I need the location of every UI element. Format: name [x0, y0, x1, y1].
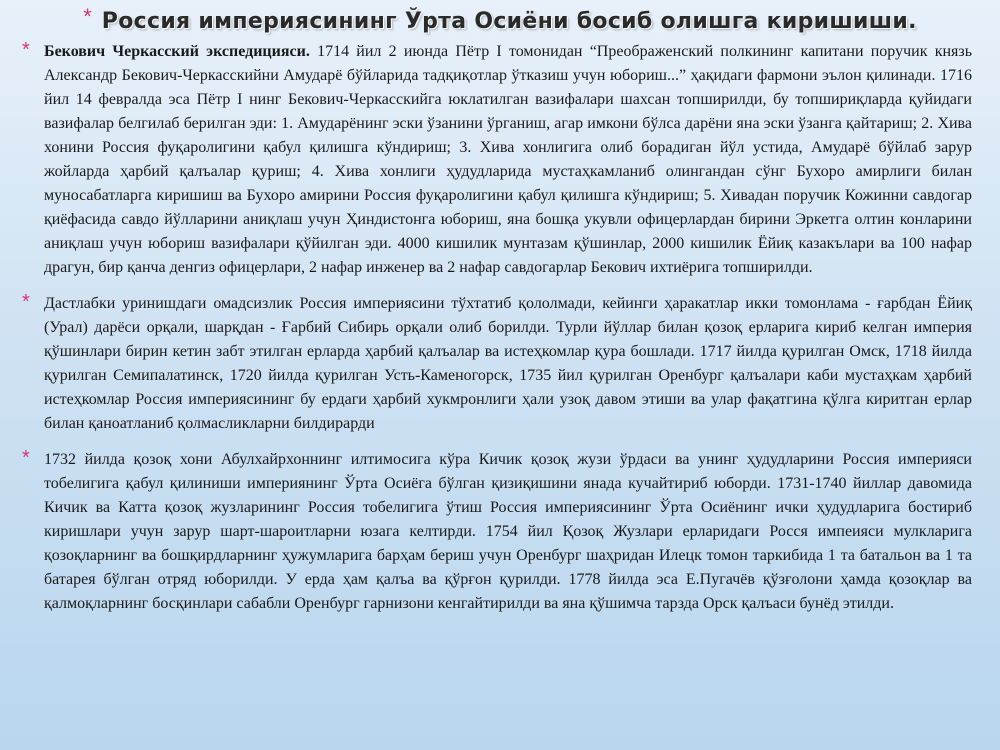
bullet-icon: * — [22, 39, 30, 61]
paragraph-body: 1732 йилда қозоқ хони Абулхайрхоннинг илтимосига кўра Кичик қозоқ жузи ўрдаси ва унинг ҳудудларини Россия империяси тобелигига қабул қилиниши империянинг Ўрта Осиёга бўлган қизиқишини янада кучайтириб юборди. 1731-1740 йиллар давомида Кичик ва Катта қозоқ жузларининг Россия тобелигига ўтиш Россия империясининг Ўрта Осиёнинг ички ҳудудларига бостириб киришлари учун зарур шарт-шароитларни юзага келтирди. 1754 йил Қозоқ Жузлари ерларидаги Росся импеияси мулкларига қозоқларнинг ва бошқирдларнинг ҳужумларига барҳам бериш учун Оренбург шаҳридан Илецк томон таркибида 1 та батальон ва 1 та батарея бўлган отряд юборилди. У ерда ҳам қалъа ва қўрғон қурилди. 1778 йилда эса Е.Пугачёв қўзғолони ҳамда қозоқлар ва қалмоқларнинг босқинлари сабабли Оренбург гарнизони кенгайтирилди ва яна қўшимча тарзда Орск қалъаси бунёд этилди. — [44, 451, 972, 612]
bullet-icon: * — [22, 291, 30, 313]
slide-content — [22, 40, 972, 628]
paragraph-body: 1714 йил 2 июнда Пётр I томонидан “Преображенский полкининг капитани поручик князь Александр Бекович-Черкасскийни Амударё бўйларида тадқиқотлар ўтказиш учун юбориш...” ҳақидаги фармони эълон қилинади. 1716 йил 14 февралда эса Пётр I нинг Бекович-Черкасскийга юклатилган вазифалари шахсан топширилди, бу топшириқларда қуйидаги вазифалар белгилаб берилган эди: 1. Амударёнинг эски ўзанини ўрганиш, агар имкони бўлса дарёни яна эски ўзанга қайтариш; 2. Хива хонини Россия фуқаролигини қабул қилишга кўндириш; 3. Хива хонлигига олиб борадиган йўл устида, Амударё бўйлаб зарур жойларда ҳарбий қалъалар қуриш; 4. Хива хонлиги ҳудудларида мустаҳкамланиб олингандан сўнг Бухоро амирлиги билан муносабатларга киришиш ва Бухоро амирини Россия фуқаролигини қабул қилишга кўндириш; 5. Хивадан поручик Кожинни савдогар қиёфасида савдо йўлларини аниқлаш учун Ҳиндистонга юбориш, яна бошқа укувли офицерлардан бирини Эркетга олтин конларини аниқлаш учун юбориш вазифалари қўйилган эди. 4000 кишилик мунтазам қўшинлар, 2000 кишилик Ёйиқ казакълари ва 100 нафар драгун, бир қанча денгиз офицерлари, 2 нафар инженер ва 2 нафар савдогарлар Бекович ихтиёрига топширилди. — [44, 43, 973, 276]
paragraph-kazakh-zhuz — [22, 448, 972, 616]
paragraph-body: Дастлабки уринишдаги омадсизлик Россия империясини тўхтатиб қололмади, кейинги ҳаракатлар икки томонлама - ғарбдан Ёйиқ (Урал) дарёси орқали, шарқдан - Ғарбий Сибирь орқали олиб борилди. Турли йўллар билан қозоқ ерларига кириб келган империя қўшинлари бирин кетин забт этилган ерларда ҳарбий қалъалар ва истеҳкомлар қура бошлади. 1717 йилда қурилган Омск, 1718 йилда қурилган Семипалатинск, 1720 йилда қурилган Усть-Каменогорск, 1735 йил қурилган Оренбург қалъалари каби мустаҳкам ҳарбий истеҳкомлар Россия империясининг бу ердаги ҳарбий хукмронлиги ҳали узоқ давом этиши ва улар фақатгина қўлга киритган ерлар билан қаноатланиб қолмасликларни билдирарди — [44, 295, 972, 432]
paragraph-text — [44, 292, 972, 436]
title-row — [0, 4, 1000, 38]
paragraph-text — [44, 448, 972, 616]
paragraph-bekovich-expedition — [22, 40, 972, 280]
paragraph-text — [44, 40, 972, 280]
bullet-icon: * — [22, 447, 30, 469]
title-bullet-icon: * — [83, 4, 92, 29]
paragraph-initial-attempts — [22, 292, 972, 436]
paragraph-lead: Бекович Черкасский экспедицияси. — [44, 43, 310, 60]
slide-title: Россия империясининг Ўрта Осиёни босиб олишга киришиши. — [101, 8, 917, 34]
